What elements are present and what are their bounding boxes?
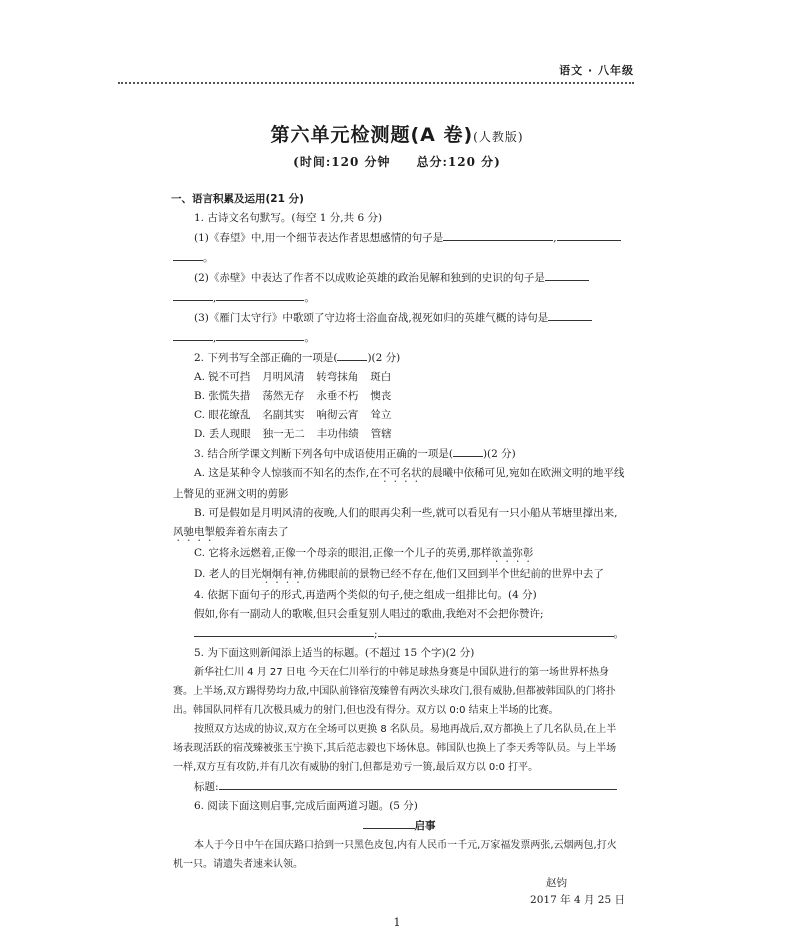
answer-blank[interactable] bbox=[548, 308, 592, 321]
answer-blank[interactable] bbox=[173, 328, 213, 341]
q3-option-b: B. 可是假如是月明风清的夜晚,人们的眼再尖利一些,就可以看见有一只小船从苇塘里撑出来,风驰电掣般奔着东南去了 bbox=[173, 507, 618, 538]
notice-title-blank[interactable] bbox=[363, 816, 415, 829]
q5-news-p2: 按照双方达成的协议,双方在全场可以更换 8 名队员。易地再战后,双方都换上了几名队员,在上半场表现活跃的宿茂臻被张玉宁换下,其后范志毅也下场休息。韩国队也换上了李天秀等队员。与上半场一样,双方互有攻防,并有几次有威胁的射门,但都是劝亏一篑,最后双方以 0:0 打平。 bbox=[173, 724, 617, 773]
q5-stem: 5. 为下面这则新闻添上适当的标题。(不超过 15 个字)(2 分) bbox=[194, 647, 475, 659]
q1-b: (2)《赤壁》中表达了作者不以成败论英雄的政治见解和独到的史识的句子是 bbox=[173, 268, 625, 288]
notice-body: 本人于今日中午在国庆路口拾到一只黑色皮包,内有人民币一千元,万家福发票两张,云烟两包,打火机一只。请遗失者速来认领。 bbox=[173, 840, 617, 870]
answer-blank[interactable] bbox=[194, 624, 374, 637]
q1-c: (3)《雁门太守行》中歌颂了守边将士浴血奋战,视死如归的英雄气概的诗句是 bbox=[173, 308, 625, 328]
subject-grade-tag: 语文 · 八年级 bbox=[559, 64, 634, 77]
q2-option-a: A. 锐不可挡 月明风清 转弯抹角 斑白 bbox=[194, 371, 392, 383]
exam-score: 总分:120 分) bbox=[416, 155, 501, 169]
q5-title-line: 标题: bbox=[173, 777, 625, 797]
q1-a: (1)《春望》中,用一个细节表达作者思想感情的句子是 , bbox=[173, 228, 625, 248]
exam-content bbox=[173, 190, 625, 908]
q4-sentence: 假如,你有一副动人的歌喉,但只会重复别人唱过的歌曲,我绝对不会把你赞许; bbox=[194, 608, 544, 620]
header-dotted-rule bbox=[118, 82, 634, 84]
answer-blank[interactable] bbox=[216, 328, 304, 341]
answer-blank[interactable] bbox=[545, 268, 589, 281]
q1-b-cont: , 。 bbox=[173, 288, 625, 308]
title-edition: (人教版) bbox=[473, 130, 524, 144]
q3-option-d: D. 老人的目光炯炯有神,仿佛眼前的景物已经不存在,他们又回到半个世纪前的世界中去了 bbox=[194, 568, 604, 580]
q3-option-a: A. 这是某种令人惊骇而不知名的杰作,在不可名状的晨曦中依稀可见,宛如在欧洲文明的地平线上瞥见的亚洲文明的剪影 bbox=[173, 467, 625, 500]
page-number: 1 bbox=[393, 916, 401, 929]
q2-stem: 2. 下列书写全部正确的一项是( )(2 分) bbox=[173, 348, 625, 368]
answer-blank[interactable] bbox=[216, 288, 304, 301]
q4-stem: 4. 依据下面句子的形式,再造两个类似的句子,使之组成一组排比句。(4 分) bbox=[194, 589, 537, 601]
q5-news-p1: 新华社仁川 4 月 27 日电 今天在仁川举行的中韩足球热身赛是中国队进行的第一场世界杯热身赛。上半场,双方踢得势均力敌,中国队前锋宿茂臻曾有两次头球攻门,很有威胁,但都被韩国队的门将扑出。韩国队同样有几次极具威力的射门,但也没有得分。双方以 0:0 结束上半场的比赛。 bbox=[173, 667, 616, 716]
notice-date-row bbox=[173, 891, 625, 908]
exam-time: (时间:120 分钟 bbox=[293, 155, 391, 169]
exam-info bbox=[0, 153, 794, 170]
choice-blank[interactable] bbox=[337, 348, 367, 361]
q1-c-cont: , 。 bbox=[173, 328, 625, 348]
page-title bbox=[0, 120, 794, 147]
notice-signer-row bbox=[173, 874, 625, 891]
answer-blank[interactable] bbox=[378, 624, 614, 637]
notice-signer: 赵钧 bbox=[546, 877, 567, 889]
notice-title: 启事 bbox=[173, 816, 625, 836]
q1-a-cont: 。 bbox=[173, 248, 625, 268]
q2-option-d: D. 丢人现眼 独一无二 丰功伟绩 管辖 bbox=[194, 428, 392, 440]
q4-answer: ; 。 bbox=[173, 624, 625, 644]
q6-stem: 6. 阅读下面这则启事,完成后面两道习题。(5 分) bbox=[194, 800, 418, 812]
answer-blank[interactable] bbox=[173, 248, 203, 261]
notice-date: 2017 年 4 月 25 日 bbox=[530, 894, 625, 906]
answer-blank[interactable] bbox=[557, 228, 621, 241]
title-blank[interactable] bbox=[219, 777, 617, 790]
answer-blank[interactable] bbox=[173, 288, 213, 301]
q1-stem: 1. 古诗文名句默写。(每空 1 分,共 6 分) bbox=[194, 212, 383, 224]
section-heading: 一、语言积累及运用(21 分) bbox=[171, 193, 304, 205]
q2-option-c: C. 眼花缭乱 名副其实 响彻云宵 耸立 bbox=[194, 409, 392, 421]
q2-option-b: B. 张慌失措 荡然无存 永垂不朽 懊丧 bbox=[194, 390, 392, 402]
choice-blank[interactable] bbox=[453, 444, 483, 457]
q3-stem: 3. 结合所学课文判断下列各句中成语使用正确的一项是( )(2 分) bbox=[173, 444, 625, 464]
title-main: 第六单元检测题(A 卷) bbox=[270, 124, 474, 146]
answer-blank[interactable] bbox=[443, 228, 553, 241]
q3-option-c: C. 它将永远燃着,正像一个母亲的眼泪,正像一个儿子的英勇,那样欲盖弥彰 bbox=[194, 547, 534, 559]
